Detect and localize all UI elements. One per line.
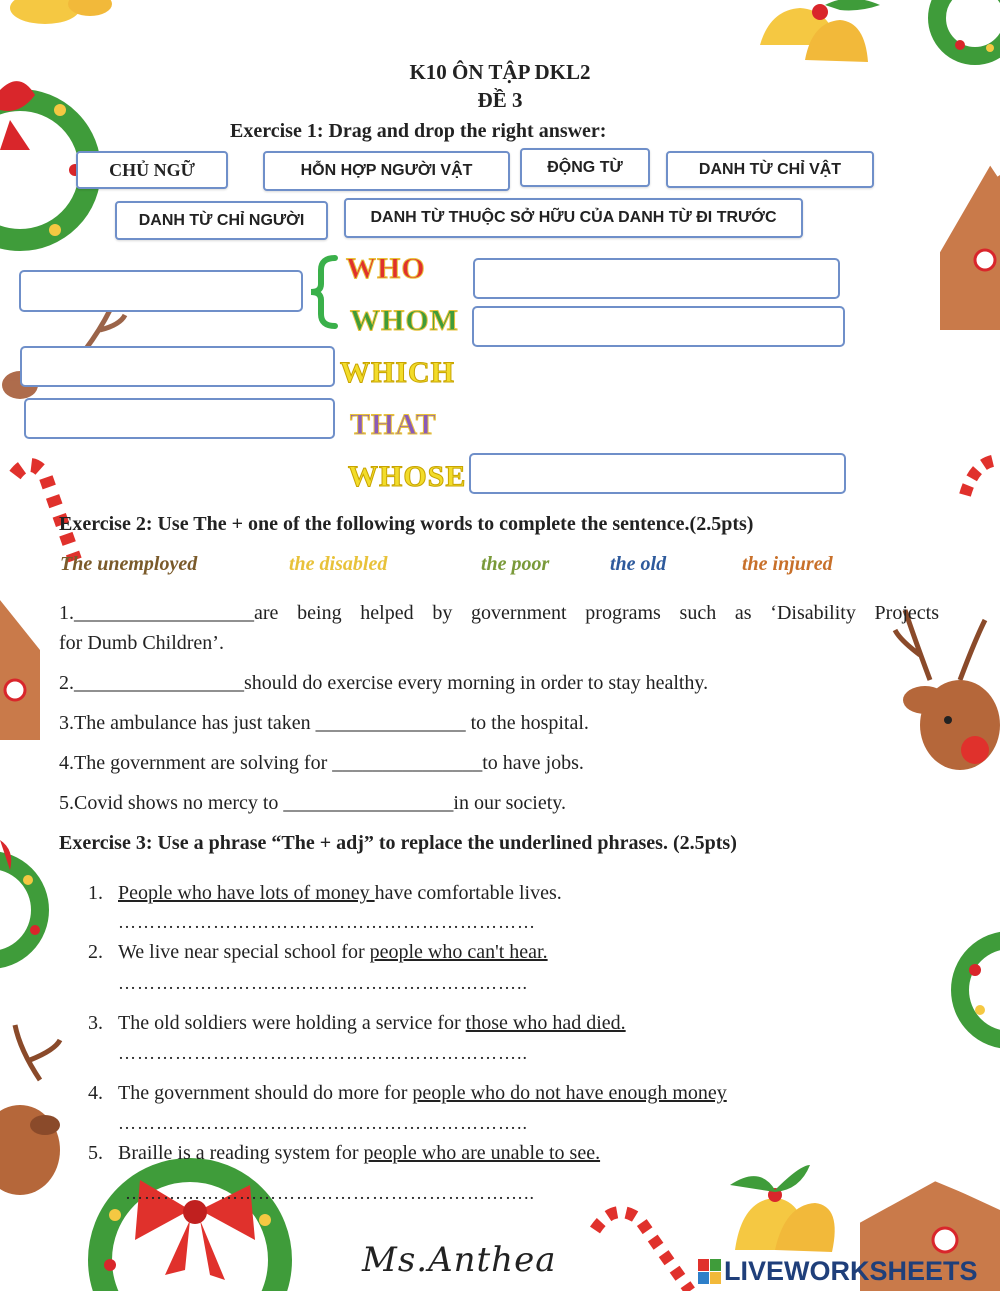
exercise2-sentence-1-line-b: for Dumb Children’. <box>59 632 224 654</box>
exercise3-item-1: People who have lots of money have comfortable lives. <box>118 882 562 904</box>
pronoun-whom: WHOM <box>350 304 459 337</box>
exercise3-item-3: The old soldiers were holding a service for those who had died. <box>118 1012 626 1034</box>
exercise3-item-5-number: 5. <box>88 1142 103 1164</box>
drop-zone-which[interactable] <box>20 346 335 387</box>
liveworksheets-logo-icon <box>698 1259 722 1285</box>
word-bank-the-disabled: the disabled <box>289 553 388 575</box>
exercise3-item-1-number: 1. <box>88 882 103 904</box>
drop-zone-who[interactable] <box>473 258 840 299</box>
candy-cane-icon <box>965 460 1000 495</box>
liveworksheets-logo <box>698 1256 978 1287</box>
underlined-phrase: people who are unable to see. <box>363 1142 601 1164</box>
underlined-phrase: people who do not have enough money <box>412 1082 727 1104</box>
worksheet-subtitle: ĐỀ 3 <box>477 88 523 112</box>
exercise3-item-4: The government should do more for people who do not have enough money <box>118 1082 727 1104</box>
word-bank-the-injured: the injured <box>742 553 833 575</box>
pronoun-which: WHICH <box>340 356 456 389</box>
wreath-icon <box>0 840 40 960</box>
underlined-phrase: people who can't hear. <box>369 941 548 963</box>
drop-zone-whose[interactable] <box>469 453 846 494</box>
word-bank-the-unemployed: The unemployed <box>60 553 198 575</box>
wreath-icon <box>960 940 1000 1040</box>
exercise3-item-3-number: 3. <box>88 1012 103 1034</box>
signature: Ms.Anthea <box>362 1240 557 1280</box>
answer-chip-chu-ngu[interactable]: CHỦ NGỮ <box>76 151 228 189</box>
pronoun-that: THAT <box>350 408 437 441</box>
exercise3-item-5: Braille is a reading system for people who are unable to see. <box>118 1142 601 1164</box>
gingerbread-house-icon <box>935 160 1000 330</box>
liveworksheets-brand: LIVEWORKSHEETS <box>724 1256 978 1286</box>
pronoun-whose: WHOSE <box>348 460 467 493</box>
answer-chip-danh-tu-so-huu[interactable]: DANH TỪ THUỘC SỞ HỮU CỦA DANH TỪ ĐI TRƯỚC <box>344 198 803 238</box>
exercise1-heading: Exercise 1: Drag and drop the right answer: <box>230 120 607 142</box>
drop-zone-that[interactable] <box>24 398 335 439</box>
answer-chip-hon-hop-nguoi-vat[interactable]: HỖN HỢP NGƯỜI VẬT <box>263 151 510 191</box>
drop-zone-whom[interactable] <box>472 306 845 347</box>
exercise3-item-2-number: 2. <box>88 941 103 963</box>
exercise3-item-1-answer-line[interactable]: ………………………………………………………… <box>118 912 536 932</box>
exercise3-item-4-number: 4. <box>88 1082 103 1104</box>
exercise3-item-3-answer-line[interactable]: ……………………………………………………….. <box>118 1043 528 1063</box>
underlined-phrase: People who have lots of money <box>118 882 375 904</box>
exercise3-item-5-answer-line[interactable]: ……………………………………………………….. <box>125 1183 535 1203</box>
exercise3-item-4-answer-line[interactable]: ……………………………………………………….. <box>118 1113 528 1133</box>
bell-icon <box>730 1165 835 1252</box>
exercise2-sentence-4: 4.The government are solving for _______________to have jobs. <box>59 752 584 774</box>
exercise2-sentence-3: 3.The ambulance has just taken _______________ to the hospital. <box>59 712 589 734</box>
curly-bracket-icon <box>305 254 341 330</box>
word-bank-the-poor: the poor <box>481 553 550 575</box>
wreath-icon <box>937 0 1000 56</box>
exercise2-sentence-1-line-a: 1.__________________are being helped by government programs such as ‘Disability Projects <box>59 602 939 624</box>
drop-zone-who-whom-left[interactable] <box>19 270 303 312</box>
bell-icon <box>760 0 880 62</box>
reindeer-icon <box>0 1025 60 1195</box>
reindeer-icon <box>895 610 1000 770</box>
word-bank-the-old: the old <box>610 553 667 575</box>
worksheet-title: K10 ÔN TẬP DKL2 <box>409 60 591 84</box>
answer-chip-dong-tu[interactable]: ĐỘNG TỪ <box>520 148 650 187</box>
exercise2-sentence-5: 5.Covid shows no mercy to _________________in our society. <box>59 792 567 814</box>
pronoun-who: WHO <box>346 252 426 285</box>
exercise3-item-2-answer-line[interactable]: ……………………………………………………….. <box>118 973 528 993</box>
candy-cane-icon <box>595 1212 690 1291</box>
exercise3-item-2: We live near special school for people who can't hear. <box>118 941 548 963</box>
answer-chip-danh-tu-chi-vat[interactable]: DANH TỪ CHỈ VẬT <box>666 151 874 188</box>
bell-icon <box>10 0 112 24</box>
exercise2-sentence-2: 2._________________should do exercise every morning in order to stay healthy. <box>59 672 709 694</box>
answer-chip-danh-tu-chi-nguoi[interactable]: DANH TỪ CHỈ NGƯỜI <box>115 201 328 240</box>
gingerbread-house-icon <box>0 595 45 740</box>
underlined-phrase: those who had died. <box>465 1012 626 1034</box>
exercise3-heading: Exercise 3: Use a phrase “The + adj” to replace the underlined phrases. (2.5pts) <box>59 832 737 854</box>
exercise2-heading: Exercise 2: Use The + one of the following words to complete the sentence.(2.5pts) <box>59 513 754 535</box>
